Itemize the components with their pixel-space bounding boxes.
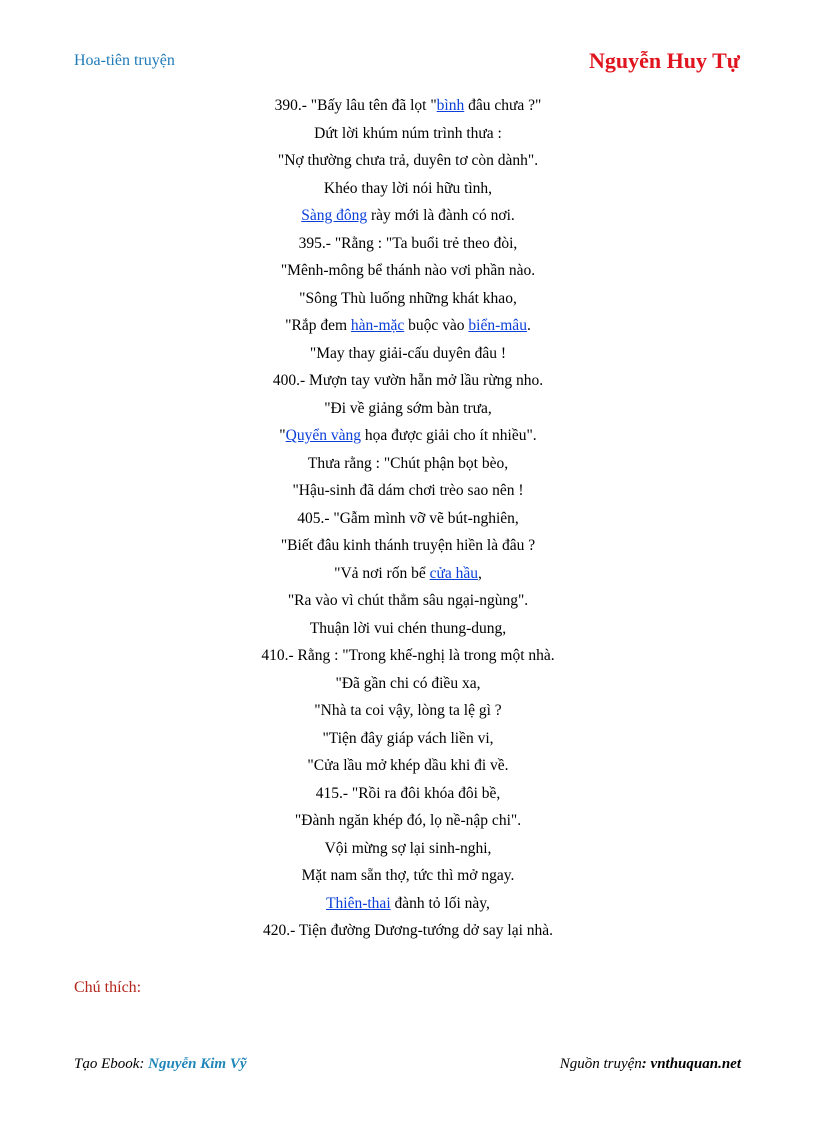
poem-line	[0, 450, 816, 478]
poem-text: 405.- "Gẫm mình vỡ vẽ bút-nghiên,	[297, 509, 519, 527]
poem-line	[0, 257, 816, 285]
poem-line	[0, 120, 816, 148]
source-colon: :	[641, 1056, 651, 1072]
poem-line	[0, 92, 816, 120]
ebook-label: Tạo Ebook	[74, 1056, 140, 1072]
poem-text: "Rắp đem	[285, 317, 351, 334]
poem-text: 390.- "Bấy lâu tên đã lọt "	[274, 97, 437, 114]
poem-text: "Nhà ta coi vậy, lòng ta lệ gì ?	[314, 702, 502, 719]
poem-line	[0, 862, 816, 890]
poem-line	[0, 642, 816, 670]
annotation-link[interactable]: Thiên-thai	[326, 894, 391, 912]
source-label: Nguồn truyện	[559, 1056, 642, 1072]
annotation-link[interactable]: Sàng đông	[301, 207, 368, 224]
poem-text: đành tỏ lối này,	[390, 894, 490, 912]
poem-text: Mặt nam sẵn thợ, tức thì mở ngay.	[301, 867, 515, 884]
ebook-colon: :	[139, 1056, 149, 1072]
poem-text: họa được giải cho ít nhiều".	[360, 427, 537, 444]
poem-text: "Đã gần chi có điều xa,	[335, 674, 481, 692]
poem-line	[0, 422, 816, 450]
notes-label: Chú thích:	[74, 979, 142, 996]
poem-text: "Biết đâu kinh thánh truyện hiền là đâu ?	[280, 537, 536, 554]
poem-text: 395.- "Rằng : "Ta buổi trẻ theo đòi,	[298, 234, 518, 252]
poem-text: đâu chưa ?"	[464, 97, 542, 114]
poem-text: "Tiện đây giáp vách liền vi,	[322, 729, 494, 747]
poem-line	[0, 697, 816, 725]
poem-text: "Nợ thường chưa trả, duyên tơ còn dành".	[277, 152, 539, 169]
poem-line	[0, 725, 816, 753]
poem-line	[0, 202, 816, 230]
author-name: Nguyễn Huy Tự	[589, 48, 740, 73]
poem-line	[0, 367, 816, 395]
poem-line	[0, 587, 816, 615]
footer-ebook-credit	[74, 1056, 247, 1073]
annotation-link[interactable]: Quyển vàng	[285, 427, 361, 444]
annotation-link[interactable]: cửa hầu	[429, 564, 478, 582]
poem-text: "Đi về giảng sớm bàn trưa,	[324, 399, 492, 417]
poem-line	[0, 175, 816, 203]
poem-text: Thuận lời vui chén thung-dung,	[309, 619, 507, 637]
poem-line	[0, 615, 816, 643]
poem-line	[0, 780, 816, 808]
poem-text: "May thay giải-cấu duyên đâu !	[309, 344, 507, 362]
poem-line	[0, 395, 816, 423]
poem-text: .	[526, 317, 531, 334]
poem-text: "Vả nơi rốn bể	[334, 564, 430, 582]
poem-text: Dứt lời khúm núm trình thưa :	[314, 124, 502, 142]
poem-line	[0, 917, 816, 945]
annotation-link[interactable]: biển-mâu	[468, 317, 527, 334]
source-site: vnthuquan.net	[650, 1056, 741, 1072]
poem-line	[0, 285, 816, 313]
poem-text: "Đành ngăn khép đó, lọ nề-nập chi".	[294, 812, 522, 829]
poem-text: "Mênh-mông bể thánh nào vơi phần nào.	[280, 262, 536, 279]
poem-text: buộc vào	[404, 317, 469, 334]
poem-text: ,	[478, 564, 482, 582]
poem-line	[0, 230, 816, 258]
poem-text: 420.- Tiện đường Dương-tướng dở say lại nhà.	[262, 922, 554, 939]
poem-text: "Cửa lầu mở khép dầu khi đi về.	[307, 757, 509, 774]
poem-body	[0, 92, 816, 945]
footer-source-credit	[560, 1056, 741, 1073]
poem-line	[0, 890, 816, 918]
poem-line	[0, 560, 816, 588]
poem-text: 410.- Rằng : "Trong khế-nghị là trong một nhà.	[261, 647, 555, 664]
poem-text: 415.- "Rồi ra đôi khóa đôi bề,	[315, 784, 501, 802]
annotation-link[interactable]: hàn-mặc	[350, 317, 405, 334]
poem-text: Khéo thay lời nói hữu tình,	[323, 179, 493, 197]
poem-text: Vội mừng sợ lại sinh-nghi,	[324, 839, 492, 857]
poem-line	[0, 505, 816, 533]
poem-line	[0, 835, 816, 863]
poem-line	[0, 312, 816, 340]
poem-text: "	[279, 427, 286, 444]
poem-line	[0, 752, 816, 780]
poem-line	[0, 147, 816, 175]
poem-text: Thưa rằng : "Chút phận bọt bèo,	[307, 454, 509, 472]
poem-line	[0, 807, 816, 835]
poem-text: "Ra vào vì chút thẳm sâu ngại-ngùng".	[287, 592, 529, 609]
poem-text: 400.- Mượn tay vườn hẵn mở lầu rừng nho.	[272, 372, 544, 389]
poem-line	[0, 477, 816, 505]
poem-line	[0, 670, 816, 698]
poem-text: "Sông Thù luống những khát khao,	[299, 289, 517, 307]
poem-line	[0, 532, 816, 560]
poem-text: "Hậu-sinh đã dám chơi trèo sao nên !	[292, 482, 524, 499]
ebook-creator: Nguyễn Kim Vỹ	[148, 1056, 247, 1072]
poem-line	[0, 340, 816, 368]
annotation-link[interactable]: bình	[436, 97, 465, 114]
book-title: Hoa-tiên truyện	[74, 52, 175, 69]
poem-text: rày mới là đành có nơi.	[367, 207, 515, 224]
